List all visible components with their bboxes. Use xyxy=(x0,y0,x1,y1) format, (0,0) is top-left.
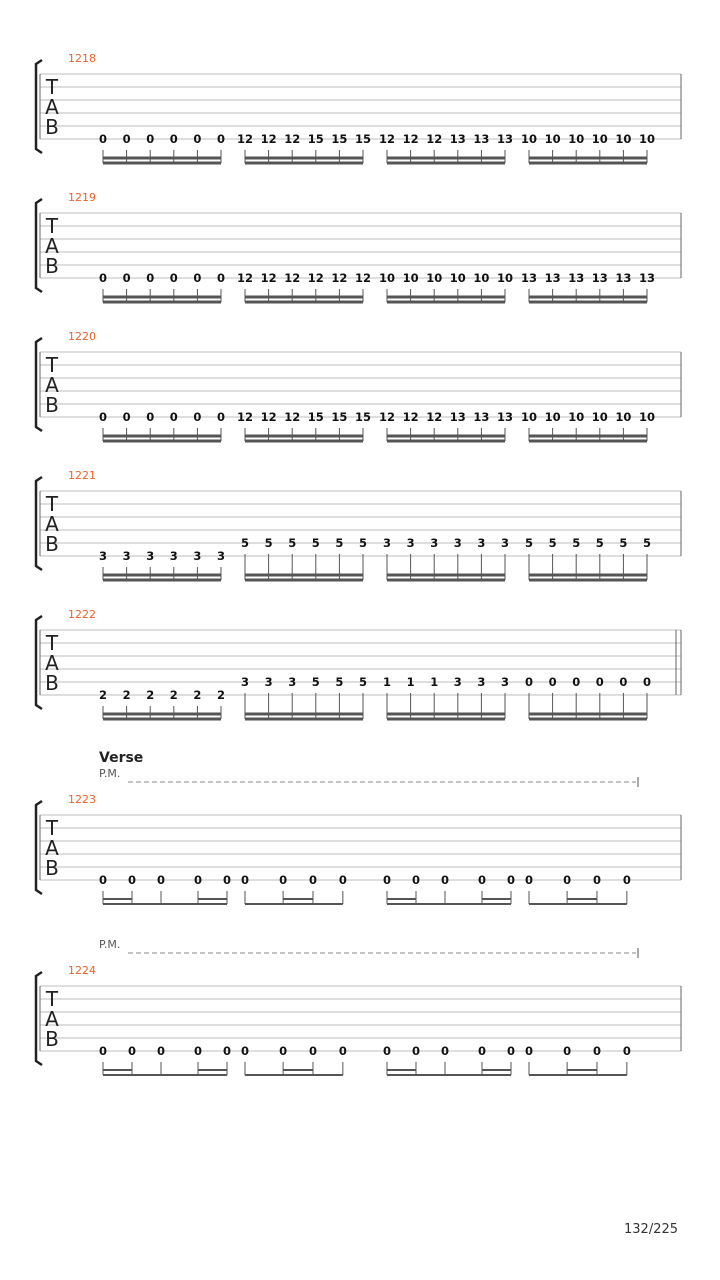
staff-system xyxy=(36,191,681,302)
fret-number: 5 xyxy=(524,536,534,550)
fret-number: 12 xyxy=(236,132,254,146)
fret-number: 0 xyxy=(477,1044,487,1058)
fret-number: 13 xyxy=(449,410,466,424)
fret-number: 3 xyxy=(122,549,131,563)
tab-clef-letter: A xyxy=(45,234,59,258)
staff-system xyxy=(36,938,681,1075)
fret-number: 0 xyxy=(146,271,155,285)
tab-clef-letter: T xyxy=(45,492,59,516)
fret-number: 0 xyxy=(122,132,131,146)
fret-number: 0 xyxy=(98,271,108,285)
fret-number: 0 xyxy=(411,1044,421,1058)
fret-number: 3 xyxy=(500,675,510,689)
fret-number: 12 xyxy=(260,271,277,285)
fret-number: 2 xyxy=(193,688,202,702)
fret-number: 0 xyxy=(338,1044,347,1058)
fret-number: 3 xyxy=(146,549,155,563)
fret-number: 5 xyxy=(311,675,320,689)
fret-number: 15 xyxy=(354,410,372,424)
fret-number: 2 xyxy=(122,688,131,702)
fret-number: 3 xyxy=(500,536,510,550)
palm-mute-label: P.M. xyxy=(99,938,121,951)
fret-number: 10 xyxy=(402,271,419,285)
fret-number: 0 xyxy=(279,873,288,887)
fret-number: 0 xyxy=(216,132,226,146)
fret-number: 10 xyxy=(496,271,514,285)
fret-number: 0 xyxy=(156,1044,166,1058)
fret-number: 3 xyxy=(193,549,202,563)
fret-number: 0 xyxy=(193,1044,203,1058)
measure-number: 1224 xyxy=(68,964,96,977)
fret-number: 3 xyxy=(169,549,178,563)
fret-number: 12 xyxy=(307,271,324,285)
fret-number: 10 xyxy=(568,410,585,424)
fret-number: 10 xyxy=(615,132,632,146)
measure-number: 1222 xyxy=(68,608,96,621)
measure-number: 1219 xyxy=(68,191,96,204)
tab-clef-letter: T xyxy=(45,816,59,840)
fret-number: 0 xyxy=(592,873,601,887)
fret-number: 10 xyxy=(378,271,396,285)
fret-number: 0 xyxy=(279,1044,288,1058)
tab-clef-letter: B xyxy=(45,254,59,278)
fret-number: 0 xyxy=(440,1044,450,1058)
fret-number: 10 xyxy=(638,410,656,424)
fret-number: 0 xyxy=(592,1044,601,1058)
palm-mute-label: P.M. xyxy=(99,767,121,780)
fret-number: 15 xyxy=(331,410,348,424)
fret-number: 3 xyxy=(240,675,250,689)
fret-number: 3 xyxy=(453,536,462,550)
fret-number: 0 xyxy=(572,675,581,689)
fret-number: 0 xyxy=(193,271,202,285)
fret-number: 10 xyxy=(591,132,608,146)
fret-number: 13 xyxy=(568,271,585,285)
tab-clef-letter: B xyxy=(45,856,59,880)
fret-number: 0 xyxy=(98,132,108,146)
fret-number: 0 xyxy=(127,1044,137,1058)
fret-number: 10 xyxy=(615,410,632,424)
fret-number: 1 xyxy=(382,675,392,689)
fret-number: 0 xyxy=(240,873,250,887)
fret-number: 0 xyxy=(122,410,131,424)
fret-number: 0 xyxy=(642,675,652,689)
fret-number: 5 xyxy=(335,536,344,550)
fret-number: 3 xyxy=(430,536,439,550)
tab-clef-letter: A xyxy=(45,651,59,675)
fret-number: 0 xyxy=(338,873,347,887)
fret-number: 3 xyxy=(264,675,273,689)
staff-system xyxy=(36,330,681,441)
fret-number: 12 xyxy=(331,271,348,285)
fret-number: 5 xyxy=(264,536,273,550)
fret-number: 12 xyxy=(284,271,301,285)
fret-number: 0 xyxy=(146,410,155,424)
tab-clef-letter: A xyxy=(45,95,59,119)
fret-number: 10 xyxy=(544,132,561,146)
fret-number: 0 xyxy=(440,873,450,887)
fret-number: 0 xyxy=(411,873,421,887)
fret-number: 5 xyxy=(311,536,320,550)
fret-number: 13 xyxy=(449,132,466,146)
tab-clef-letter: A xyxy=(45,836,59,860)
fret-number: 3 xyxy=(477,536,486,550)
fret-number: 0 xyxy=(524,1044,534,1058)
fret-number: 0 xyxy=(622,1044,631,1058)
fret-number: 12 xyxy=(402,132,419,146)
fret-number: 0 xyxy=(169,271,178,285)
fret-number: 0 xyxy=(169,410,178,424)
fret-number: 5 xyxy=(619,536,628,550)
fret-number: 0 xyxy=(622,873,631,887)
fret-number: 0 xyxy=(98,1044,108,1058)
tab-clef-letter: A xyxy=(45,373,59,397)
fret-number: 13 xyxy=(473,132,490,146)
fret-number: 3 xyxy=(288,675,297,689)
fret-number: 10 xyxy=(568,132,585,146)
fret-number: 13 xyxy=(473,410,490,424)
fret-number: 10 xyxy=(449,271,466,285)
tab-clef-letter: B xyxy=(45,671,59,695)
fret-number: 10 xyxy=(638,132,656,146)
fret-number: 13 xyxy=(591,271,608,285)
fret-number: 12 xyxy=(236,271,254,285)
fret-number: 0 xyxy=(595,675,604,689)
fret-number: 3 xyxy=(406,536,415,550)
fret-number: 1 xyxy=(430,675,439,689)
fret-number: 0 xyxy=(548,675,557,689)
fret-number: 10 xyxy=(544,410,561,424)
fret-number: 0 xyxy=(308,1044,317,1058)
fret-number: 12 xyxy=(284,410,301,424)
fret-number: 0 xyxy=(146,132,155,146)
fret-number: 2 xyxy=(169,688,178,702)
tab-clef-letter: T xyxy=(45,353,59,377)
fret-number: 15 xyxy=(354,132,372,146)
fret-number: 2 xyxy=(98,688,108,702)
fret-number: 0 xyxy=(563,873,572,887)
fret-number: 12 xyxy=(378,132,396,146)
tab-clef-letter: B xyxy=(45,532,59,556)
fret-number: 12 xyxy=(260,410,277,424)
fret-number: 10 xyxy=(426,271,443,285)
fret-number: 5 xyxy=(642,536,652,550)
fret-number: 12 xyxy=(402,410,419,424)
fret-number: 0 xyxy=(222,1044,232,1058)
fret-number: 15 xyxy=(307,132,324,146)
fret-number: 0 xyxy=(506,1044,516,1058)
fret-number: 10 xyxy=(520,132,538,146)
fret-number: 2 xyxy=(146,688,155,702)
fret-number: 3 xyxy=(216,549,226,563)
measure-number: 1223 xyxy=(68,793,96,806)
staff-system xyxy=(36,52,681,163)
fret-number: 13 xyxy=(638,271,656,285)
fret-number: 0 xyxy=(98,410,108,424)
fret-number: 15 xyxy=(307,410,324,424)
fret-number: 13 xyxy=(615,271,632,285)
fret-number: 12 xyxy=(236,410,254,424)
fret-number: 5 xyxy=(358,675,368,689)
fret-number: 0 xyxy=(524,873,534,887)
fret-number: 0 xyxy=(156,873,166,887)
fret-number: 5 xyxy=(358,536,368,550)
fret-number: 15 xyxy=(331,132,348,146)
fret-number: 13 xyxy=(520,271,538,285)
measure-number: 1220 xyxy=(68,330,96,343)
fret-number: 0 xyxy=(193,873,203,887)
fret-number: 0 xyxy=(477,873,487,887)
tab-clef-letter: A xyxy=(45,512,59,536)
staff-system xyxy=(36,608,681,719)
fret-number: 0 xyxy=(222,873,232,887)
fret-number: 0 xyxy=(506,873,516,887)
fret-number: 5 xyxy=(288,536,297,550)
fret-number: 0 xyxy=(193,410,202,424)
fret-number: 3 xyxy=(382,536,392,550)
fret-number: 5 xyxy=(548,536,557,550)
page-number: 132/225 xyxy=(624,1222,679,1237)
fret-number: 13 xyxy=(496,132,514,146)
fret-number: 0 xyxy=(382,1044,392,1058)
fret-number: 5 xyxy=(240,536,250,550)
fret-number: 0 xyxy=(127,873,137,887)
fret-number: 0 xyxy=(216,271,226,285)
fret-number: 10 xyxy=(473,271,490,285)
tab-clef-letter: A xyxy=(45,1007,59,1031)
fret-number: 12 xyxy=(260,132,277,146)
fret-number: 5 xyxy=(335,675,344,689)
fret-number: 3 xyxy=(453,675,462,689)
fret-number: 0 xyxy=(122,271,131,285)
tab-clef-letter: T xyxy=(45,75,59,99)
fret-number: 5 xyxy=(572,536,581,550)
tab-clef-letter: B xyxy=(45,115,59,139)
fret-number: 3 xyxy=(477,675,486,689)
fret-number: 12 xyxy=(426,132,443,146)
tab-clef-letter: T xyxy=(45,631,59,655)
fret-number: 2 xyxy=(216,688,226,702)
fret-number: 0 xyxy=(169,132,178,146)
fret-number: 0 xyxy=(240,1044,250,1058)
fret-number: 10 xyxy=(520,410,538,424)
fret-number: 0 xyxy=(98,873,108,887)
fret-number: 0 xyxy=(619,675,628,689)
fret-number: 0 xyxy=(308,873,317,887)
fret-number: 12 xyxy=(378,410,396,424)
fret-number: 13 xyxy=(544,271,561,285)
measure-number: 1218 xyxy=(68,52,96,65)
tab-clef-letter: B xyxy=(45,393,59,417)
fret-number: 0 xyxy=(216,410,226,424)
tab-clef-letter: B xyxy=(45,1027,59,1051)
measure-number: 1221 xyxy=(68,469,96,482)
fret-number: 0 xyxy=(563,1044,572,1058)
fret-number: 12 xyxy=(354,271,372,285)
fret-number: 1 xyxy=(406,675,415,689)
fret-number: 0 xyxy=(524,675,534,689)
staff-system xyxy=(36,469,681,580)
fret-number: 0 xyxy=(193,132,202,146)
fret-number: 13 xyxy=(496,410,514,424)
fret-number: 10 xyxy=(591,410,608,424)
staff-system xyxy=(36,750,681,904)
section-label: Verse xyxy=(99,750,144,766)
tab-clef-letter: T xyxy=(45,214,59,238)
fret-number: 5 xyxy=(595,536,604,550)
fret-number: 0 xyxy=(382,873,392,887)
fret-number: 12 xyxy=(426,410,443,424)
fret-number: 3 xyxy=(98,549,108,563)
tab-clef-letter: T xyxy=(45,987,59,1011)
fret-number: 12 xyxy=(284,132,301,146)
